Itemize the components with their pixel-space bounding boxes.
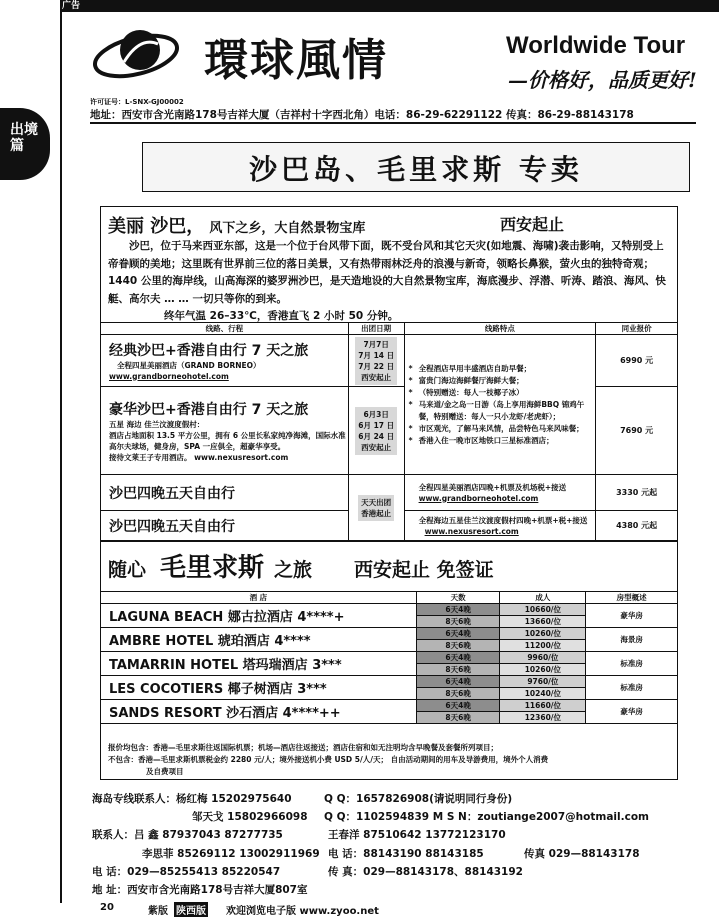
contact: 电 话：029—85255413 85220547 — [92, 865, 281, 878]
feature-list — [405, 363, 596, 447]
room-type: 豪华房 — [586, 700, 678, 724]
feature-item: * 香港入住一晚市区地铁口三星标准酒店； — [409, 435, 596, 447]
sabah-head-city: 西安起止 — [500, 215, 565, 234]
date: 7月 22 日 — [358, 361, 395, 371]
address-line: 地址：西安市含光南路178号吉祥大厦（吉祥村十字西北角）电话：86-29-62291122 传真：86-29-88143178 — [90, 109, 634, 121]
sabah-table — [100, 322, 678, 541]
price-free1: 3330 元起 — [596, 475, 678, 511]
route-free2 — [101, 511, 349, 541]
route-luxury-name: 豪华沙巴+香港自由行 7 天之旅 — [109, 401, 309, 418]
route-free1-name: 沙巴四晚五天自由行 — [109, 485, 235, 502]
route-luxury-d1: 五星 海边 佳兰汶渡度假村： — [109, 419, 205, 429]
days: 6天4晚 — [416, 652, 500, 664]
days: 8天6晚 — [416, 640, 500, 652]
contact: 地 址：西安市含光南路178号吉祥大厦807室 — [92, 883, 308, 896]
adult-price: 10260/位 — [500, 628, 586, 640]
brand-english: Worldwide Tour — [506, 32, 686, 59]
left-rule — [60, 0, 62, 903]
side-tab: 出境篇 — [0, 108, 50, 180]
banner — [142, 142, 690, 192]
note-include: 报价均包含：香港—毛里求斯往返国际机票；机场—酒店往返接送；酒店住宿和如无注明均含早晚餐及套餐所列项目； — [108, 743, 498, 752]
dates-classic — [348, 335, 404, 387]
date: 6月3日 — [363, 409, 389, 419]
sabah-head-a: 美丽 沙巴， — [108, 216, 205, 237]
price-notes — [108, 742, 674, 778]
mauritius-b: 毛里求斯 — [160, 553, 265, 583]
adult-price: 13660/位 — [500, 616, 586, 628]
note-exclude-cont: 及自费项目 — [146, 767, 184, 776]
hotel-name: AMBRE HOTEL 琥珀酒店 4**** — [101, 628, 417, 652]
route-luxury-d3: 接待文莱王子专用酒店。 www.nexusresort.com — [109, 452, 289, 462]
footer-text[interactable]: 欢迎浏览电子版 www.zyoo.net — [226, 906, 379, 917]
contact-row — [92, 808, 692, 826]
adult-price: 10660/位 — [500, 604, 586, 616]
detail-url: www.grandborneohotel.com — [418, 493, 539, 503]
contact-row — [92, 826, 692, 844]
adult-price: 9960/位 — [500, 652, 586, 664]
contacts — [92, 790, 692, 899]
contact: 电 话：88143190 88143185 — [328, 847, 484, 860]
detail-url: www.nexusresort.com — [424, 526, 519, 536]
route-free2-name: 沙巴四晚五天自由行 — [109, 518, 235, 535]
globe-logo-icon — [90, 22, 182, 84]
hotel-name: TAMARRIN HOTEL 塔玛瑞酒店 3*** — [101, 652, 417, 676]
date: 7月7日 — [363, 339, 389, 349]
date: 香港起止 — [361, 508, 392, 518]
dates-luxury-list — [355, 407, 397, 455]
room-type: 标准房 — [586, 676, 678, 700]
detail-text: 全程海边五星佳兰汶渡度假村四晚+机票+税+接送 — [418, 515, 588, 525]
days: 8天6晚 — [416, 616, 500, 628]
feature-item: * 市区观光，了解马来风情，品尝特色马来风味餐； — [409, 423, 596, 435]
dates-classic-list — [355, 337, 397, 385]
feature-note: （特别赠送：每人一枝椰子冰） — [418, 387, 524, 397]
date: 天天出团 — [361, 497, 392, 507]
th-adult: 成人 — [500, 592, 586, 604]
page-number: 20 — [100, 902, 114, 913]
mauritius-c: 之旅 — [274, 559, 313, 581]
mauritius-a: 随心 — [108, 559, 147, 581]
feature-item: * 马来道/金之岛一日游（岛上享用海鲜BBQ 锦鸡午餐，特别赠送：每人一只小龙虾/老虎虾）； — [409, 399, 596, 423]
days: 8天6晚 — [416, 664, 500, 676]
mauritius-d: 西安起止 免签证 — [354, 559, 494, 581]
contact-row — [92, 790, 692, 808]
brand-slogan: —价格好，品质更好! — [508, 68, 697, 92]
th-hotel: 酒 店 — [101, 592, 417, 604]
days: 8天6晚 — [416, 712, 500, 724]
days: 8天6晚 — [416, 688, 500, 700]
room-type: 海景房 — [586, 628, 678, 652]
divider — [90, 122, 696, 124]
dates-daily-list — [358, 495, 394, 521]
brand-title: 環球風情 — [204, 35, 388, 86]
th-price: 同业报价 — [596, 323, 678, 335]
feature-item: * 富贵门海边海鲜餐厅海鲜大餐； — [409, 375, 596, 387]
route-free1 — [101, 475, 349, 511]
route-features — [404, 335, 596, 475]
route-classic-name: 经典沙巴+香港自由行 7 天之旅 — [109, 342, 309, 359]
ad-label: 广告 — [62, 1, 81, 11]
room-type: 标准房 — [586, 652, 678, 676]
date: 6月 17 日 — [358, 420, 395, 430]
route-classic-hotel: 全程四星美丽酒店（GRAND BORNEO） — [117, 360, 261, 370]
route-free1-detail — [404, 475, 596, 511]
hotel-name: SANDS RESORT 沙石酒店 4****++ — [101, 700, 417, 724]
days: 6天4晚 — [416, 628, 500, 640]
sabah-intro — [108, 238, 674, 326]
price-luxury: 7690 元 — [596, 387, 678, 475]
note-exclude: 不包含：香港—毛里求斯机票税金约 2280 元/人；境外接送机小费 USD 5/人/天； 自由活动期间的用车及导游费用，境外个人消费 — [108, 755, 549, 764]
detail-text: 全程四星美丽酒店四晚+机票及机场税+接送 — [418, 482, 567, 492]
footer — [60, 900, 719, 916]
feature-item — [409, 387, 596, 399]
th-features: 线路特点 — [404, 323, 596, 335]
th-room: 房型概述 — [586, 592, 678, 604]
contact: Q Q：1657826908(请说明同行身份) — [324, 793, 513, 805]
intro-text: 沙巴，位于马来西亚东部，这是一个位于台风带下面，既不受台风和其它天灾(如地震、海啸)袭击影响，又特别受上帝眷顾的美地；这里既有世界前三位的落日美景，又有热带雨林泛舟的浪漫与新奇，领略长鼻猴，萤火虫的独特奇观；1440 公里的海岸线，山高海深的婆罗洲沙巴，是天造地设的大自然景物宝库，海底漫步、浮潜、听涛、踏浪、海风、快艇、高尔夫 … … 一切只等你的到来。 — [108, 240, 666, 305]
adult-price: 10260/位 — [500, 664, 586, 676]
route-classic-url: www.grandborneohotel.com — [109, 371, 229, 381]
intro-weather: 终年气温 26–33℃，香港直飞 2 小时 50 分钟。 — [164, 310, 399, 323]
top-bar — [60, 0, 719, 12]
hotel-name: LES COCOTIERS 椰子树酒店 3*** — [101, 676, 417, 700]
footer-badge: 陕西版 — [174, 902, 208, 917]
date: 6月 24 日 — [358, 431, 395, 441]
contact: 传真 029—88143178 — [524, 847, 640, 860]
adult-price: 10240/位 — [500, 688, 586, 700]
adult-price: 9760/位 — [500, 676, 586, 688]
price-classic: 6990 元 — [596, 335, 678, 387]
mauritius-table — [100, 591, 678, 724]
adult-price: 12360/位 — [500, 712, 586, 724]
contact: 传 真：029—88143178、88143192 — [328, 865, 523, 878]
adult-price: 11660/位 — [500, 700, 586, 712]
adult-price: 11200/位 — [500, 640, 586, 652]
dates-luxury — [348, 387, 404, 475]
dates-daily — [348, 475, 404, 541]
contact-row — [92, 845, 692, 863]
contact-row — [92, 881, 692, 899]
license-number: 许可证号：L-SNX-GJ00002 — [90, 98, 184, 106]
route-classic — [101, 335, 349, 387]
price-free2: 4380 元起 — [596, 511, 678, 541]
banner-title: 沙巴岛、毛里求斯 专卖 — [249, 153, 583, 186]
sabah-header — [108, 212, 565, 238]
feature-item: * 全程酒店早用丰盛酒店自助早餐； — [409, 363, 596, 375]
contact: Q Q：1102594839 M S N：zoutiange2007@hotmail.com — [324, 811, 649, 824]
route-luxury — [101, 387, 349, 475]
room-type: 豪华房 — [586, 604, 678, 628]
hotel-name: LAGUNA BEACH 娜古拉酒店 4****+ — [101, 604, 417, 628]
th-dates: 出团日期 — [348, 323, 404, 335]
route-luxury-d2: 酒店占地面积 13.5 平方公里，拥有 6 公里长私家纯净海滩，国际水准高尔夫球场，健身房，SPA 一应俱全，超豪华享受。 — [109, 430, 346, 451]
contact: 联系人：吕 鑫 87937043 87277735 — [92, 829, 283, 842]
contact: 王春洋 87510642 13772123170 — [328, 829, 506, 842]
contact: 海岛专线联系人：杨红梅 15202975640 — [92, 793, 292, 805]
sabah-head-b: 风下之乡，大自然景物宝库 — [209, 221, 366, 236]
contact: 李思菲 85269112 13002911969 — [142, 847, 320, 860]
contact: 邹天戈 15802966098 — [192, 811, 308, 824]
th-route: 线路、行程 — [101, 323, 349, 335]
days: 6天4晚 — [416, 700, 500, 712]
date: 西安起止 — [361, 442, 392, 452]
contact-row — [92, 863, 692, 881]
th-days: 天数 — [416, 592, 500, 604]
days: 6天4晚 — [416, 676, 500, 688]
footer-label: 紫版 — [148, 906, 168, 917]
days: 6天4晚 — [416, 604, 500, 616]
date: 7月 14 日 — [358, 350, 395, 360]
date: 西安起止 — [361, 372, 392, 382]
mauritius-header — [108, 547, 494, 584]
route-free2-detail — [404, 511, 596, 541]
